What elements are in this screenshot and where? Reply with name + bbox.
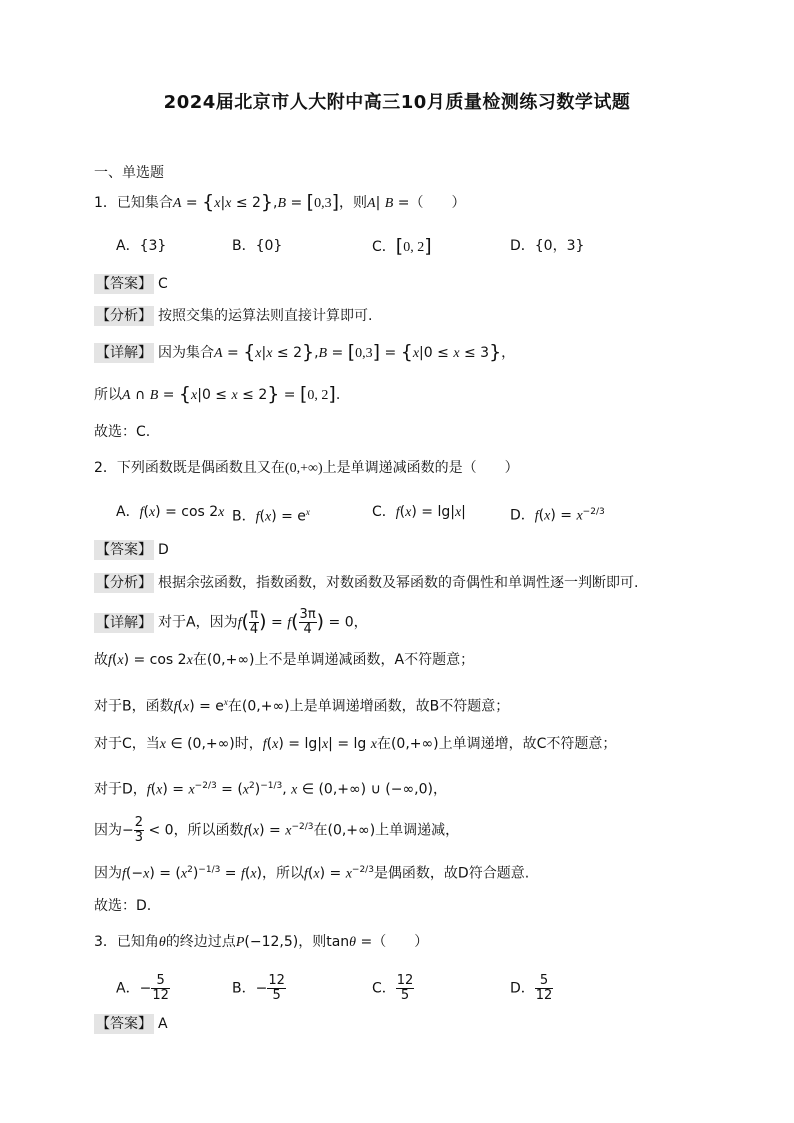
q2-analysis: 【分析】 根据余弦函数，指数函数，对数函数及幂函数的奇偶性和单调性逐一判断即可.	[96, 575, 639, 591]
q3-option-b: B．− $\frac{12}{5}$	[232, 973, 285, 1003]
q1-analysis: 【分析】 按照交集的运算法则直接计算即可.	[96, 308, 373, 324]
q2-detail-line-1: 【详解】 对于A，因为f( $\frac{\pi}{4}$ ) = f( $\frac{3\pi}{4}$ ) = 0，	[96, 607, 368, 637]
q2-option-a: A．f(x) = cos 2x	[116, 504, 225, 520]
q2-conclusion: 故选：D.	[94, 898, 152, 914]
q2-option-d: D．$f(x) = x^{-2/3}$	[510, 507, 605, 524]
q2-option-b: B．$f(x) = e^x$	[232, 507, 310, 525]
q1-detail-line-1: 【详解】 因为集合A = {x|x ≤ 2},B = [0,3] = {x|0 ≤ x ≤ 3}，	[96, 341, 516, 363]
q1-option-c: C．[0, 2]	[372, 235, 432, 257]
q2-detail-line-5: 对于D，$f(x) = x^{-2/3} = (x^2)^{-1/3}$, x ∈ (0,+∞) ∪ (−∞,0)，	[94, 781, 447, 798]
q3-option-d: D． $\frac{5}{12}$	[510, 973, 553, 1003]
question-3-stem: 3．已知角θ的终边过点P(−12,5)，则tanθ =（ ）	[94, 934, 429, 950]
question-2-stem: 2．下列函数既是偶函数且又在(0,+∞)上是单调递减函数的是（ ）	[94, 460, 519, 476]
q1-detail-line-2: 所以A ∩ B = {x|0 ≤ x ≤ 2} = [0, 2].	[94, 383, 341, 405]
q2-detail-line-4: 对于C，当x ∈ (0,+∞)时，f(x) = lg|x| = lg x在(0,+∞)上单调递增，故C不符题意；	[94, 736, 617, 752]
q1-option-d: D．{0，3}	[510, 238, 585, 254]
section-heading: 一、单选题	[94, 165, 164, 181]
q3-option-c: C． $\frac{12}{5}$	[372, 973, 414, 1003]
q1-answer: 【答案】 C	[96, 276, 168, 292]
q2-answer: 【答案】 D	[96, 542, 169, 558]
q2-option-c: C．f(x) = lg|x|	[372, 504, 466, 520]
q3-option-a: A．− $\frac{5}{12}$	[116, 973, 169, 1003]
q2-detail-line-2: 故f(x) = cos 2x在(0,+∞)上不是单调递减函数，A不符题意；	[94, 652, 475, 668]
q1-option-a: A．{3}	[116, 238, 167, 254]
q1-conclusion: 故选：C.	[94, 424, 151, 440]
question-1-stem: 1．已知集合A = {x|x ≤ 2},B = [0,3]，则A| B =（ ）	[94, 191, 466, 213]
q2-detail-line-7: 因为$f(-x) = (x^2)^{-1/3} = f(x)$，所以$f(x) = x^{-2/3}$是偶函数，故D符合题意.	[94, 865, 530, 882]
q3-answer: 【答案】 A	[96, 1016, 168, 1032]
q2-detail-line-3: 对于B，函数$f(x) = e^x$在(0,+∞)上是单调递增函数，故B不符题意；	[94, 697, 510, 715]
page-title: 2024届北京市人大附中高三10月质量检测练习数学试题	[163, 92, 631, 113]
q1-option-b: B．{0}	[232, 238, 283, 254]
q2-detail-line-6: 因为− $\frac{2}{3}$ < 0，所以函数$f(x) = x^{-2/3}$在(0,+∞)上单调递减，	[94, 815, 460, 845]
